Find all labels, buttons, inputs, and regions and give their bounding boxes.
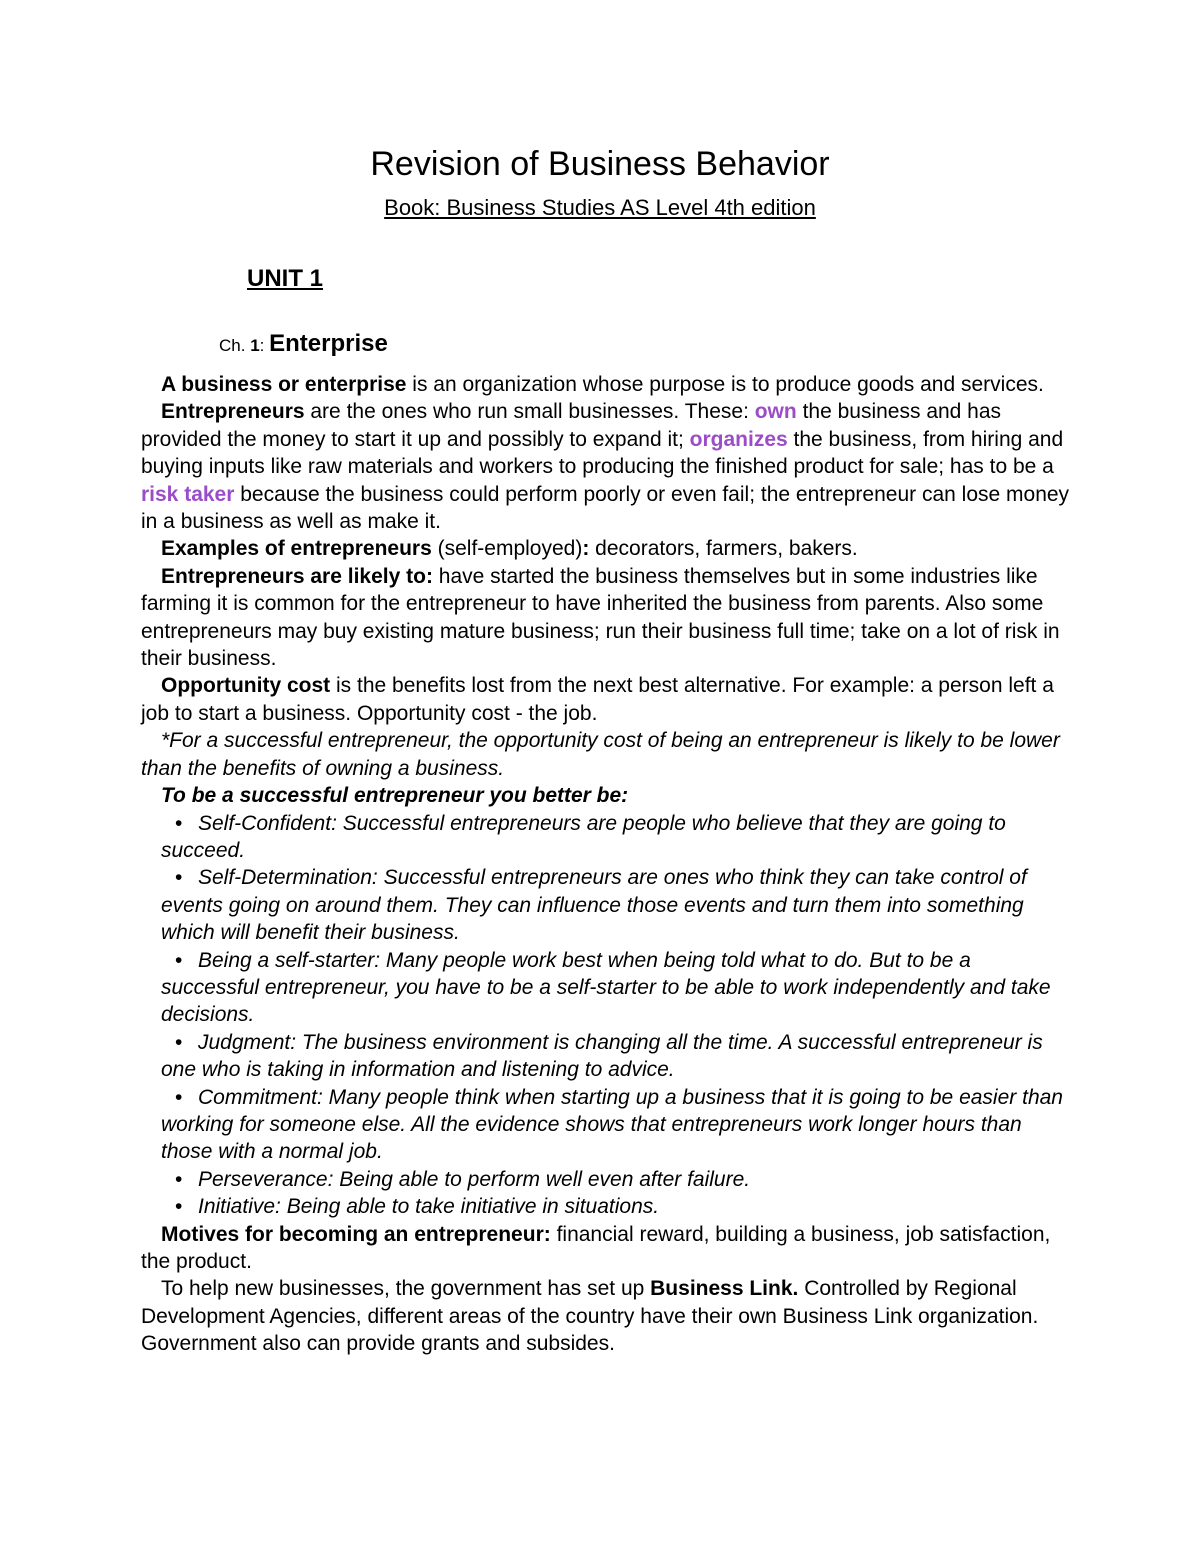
chapter-separator: :: [259, 336, 270, 355]
bullet-icon: •: [175, 948, 183, 972]
term-entrepreneurs: Entrepreneurs: [161, 400, 305, 424]
term-business: A business or enterprise: [161, 373, 407, 396]
paragraph-business-definition: A business or enterprise is an organization whose purpose is to produce goods and services.: [161, 373, 1044, 396]
chapter-name: Enterprise: [269, 330, 388, 357]
unit-heading: UNIT 1: [247, 265, 324, 292]
bullet-icon: •: [175, 1030, 183, 1054]
paragraph-motives: Motives for becoming an entrepreneur: financial reward, building a business, job satisfaction, the product.: [141, 1222, 1051, 1273]
keyword-own: own: [754, 400, 797, 424]
paragraph-examples: Examples of entrepreneurs (self-employed): decorators, farmers, bakers.: [161, 537, 858, 561]
chapter-prefix: Ch.: [219, 336, 251, 355]
document-body: [141, 371, 1071, 1358]
term-examples: Examples of entrepreneurs: [161, 537, 432, 561]
bullet-icon: •: [175, 866, 183, 890]
paragraph-opportunity-cost: Opportunity cost is the benefits lost from the next best alternative. For example: a person left a job to start a business. Opportunity cost - the job.: [141, 674, 1054, 725]
list-item: • Commitment: Many people think when starting up a business that it is going to be easier than working for someone else. All the evidence shows that entrepreneurs work longer hours than those with a normal job.: [161, 1085, 1063, 1164]
list-item: • Being a self-starter: Many people work best when being told what to do. But to be a successful entrepreneur, you have to be a self-starter to be able to work independently and take decisions.: [161, 948, 1051, 1027]
term-likely-to: Entrepreneurs are likely to:: [161, 564, 433, 588]
bullet-icon: •: [175, 1085, 183, 1109]
chapter-number: 1: [250, 336, 260, 355]
keyword-organizes: organizes: [689, 427, 788, 451]
bullet-icon: •: [175, 1195, 183, 1219]
list-item: • Initiative: Being able to take initiative in situations.: [161, 1193, 1071, 1220]
bullet-icon: •: [175, 1167, 183, 1191]
paragraph-entrepreneurs: Entrepreneurs are the ones who run small businesses. These: own the business and has provided the money to start it up and possibly to expand it; organizes the business, from hiring and buying inputs like raw materials and workers to producing the finished product for sale; has to be a risk taker because the business could perform poorly or even fail; the entrepreneur can lose money in a business as well as make it.: [141, 400, 1070, 534]
term-opportunity-cost: Opportunity cost: [161, 674, 331, 698]
list-item: • Self-Determination: Successful entrepreneurs are ones who think they can take control of events going on around them. They can influence those events and turn them into something which will benefit their business.: [161, 866, 1027, 945]
paragraph-business-link: To help new businesses, the government has set up Business Link. Controlled by Regional Development Agencies, different areas of the country have their own Business Link organization. Government also can provide grants and subsides.: [141, 1277, 1039, 1356]
document-subtitle: Book: Business Studies AS Level 4th edition: [384, 195, 816, 220]
list-item: • Self-Confident: Successful entrepreneurs are people who believe that they are going to succeed.: [161, 811, 1006, 862]
list-item: • Perseverance: Being able to perform well even after failure.: [161, 1166, 1071, 1193]
keyword-risk-taker: risk taker: [141, 482, 235, 506]
list-item: • Judgment: The business environment is changing all the time. A successful entrepreneur is one who is taking in information and listening to advice.: [161, 1030, 1043, 1082]
paragraph-success-heading: To be a successful entrepreneur you better be:: [161, 784, 629, 808]
bullet-icon: •: [175, 811, 183, 835]
chapter-heading: [219, 329, 388, 362]
paragraph-opportunity-note: *For a successful entrepreneur, the opportunity cost of being an entrepreneur is likely to be lower than the benefits of owning a business.: [141, 729, 1060, 780]
paragraph-likely-to: Entrepreneurs are likely to: have started the business themselves but in some industries like farming it is common for the entrepreneur to have inherited the business from parents. Also some entrepreneurs may buy existing mature business; run their business full time; take on a lot of risk in their business.: [141, 564, 1060, 671]
success-traits-list: [141, 810, 1071, 1221]
term-business-link: Business Link.: [650, 1277, 799, 1301]
document-title: Revision of Business Behavior: [370, 145, 830, 183]
term-motives: Motives for becoming an entrepreneur:: [161, 1222, 551, 1246]
